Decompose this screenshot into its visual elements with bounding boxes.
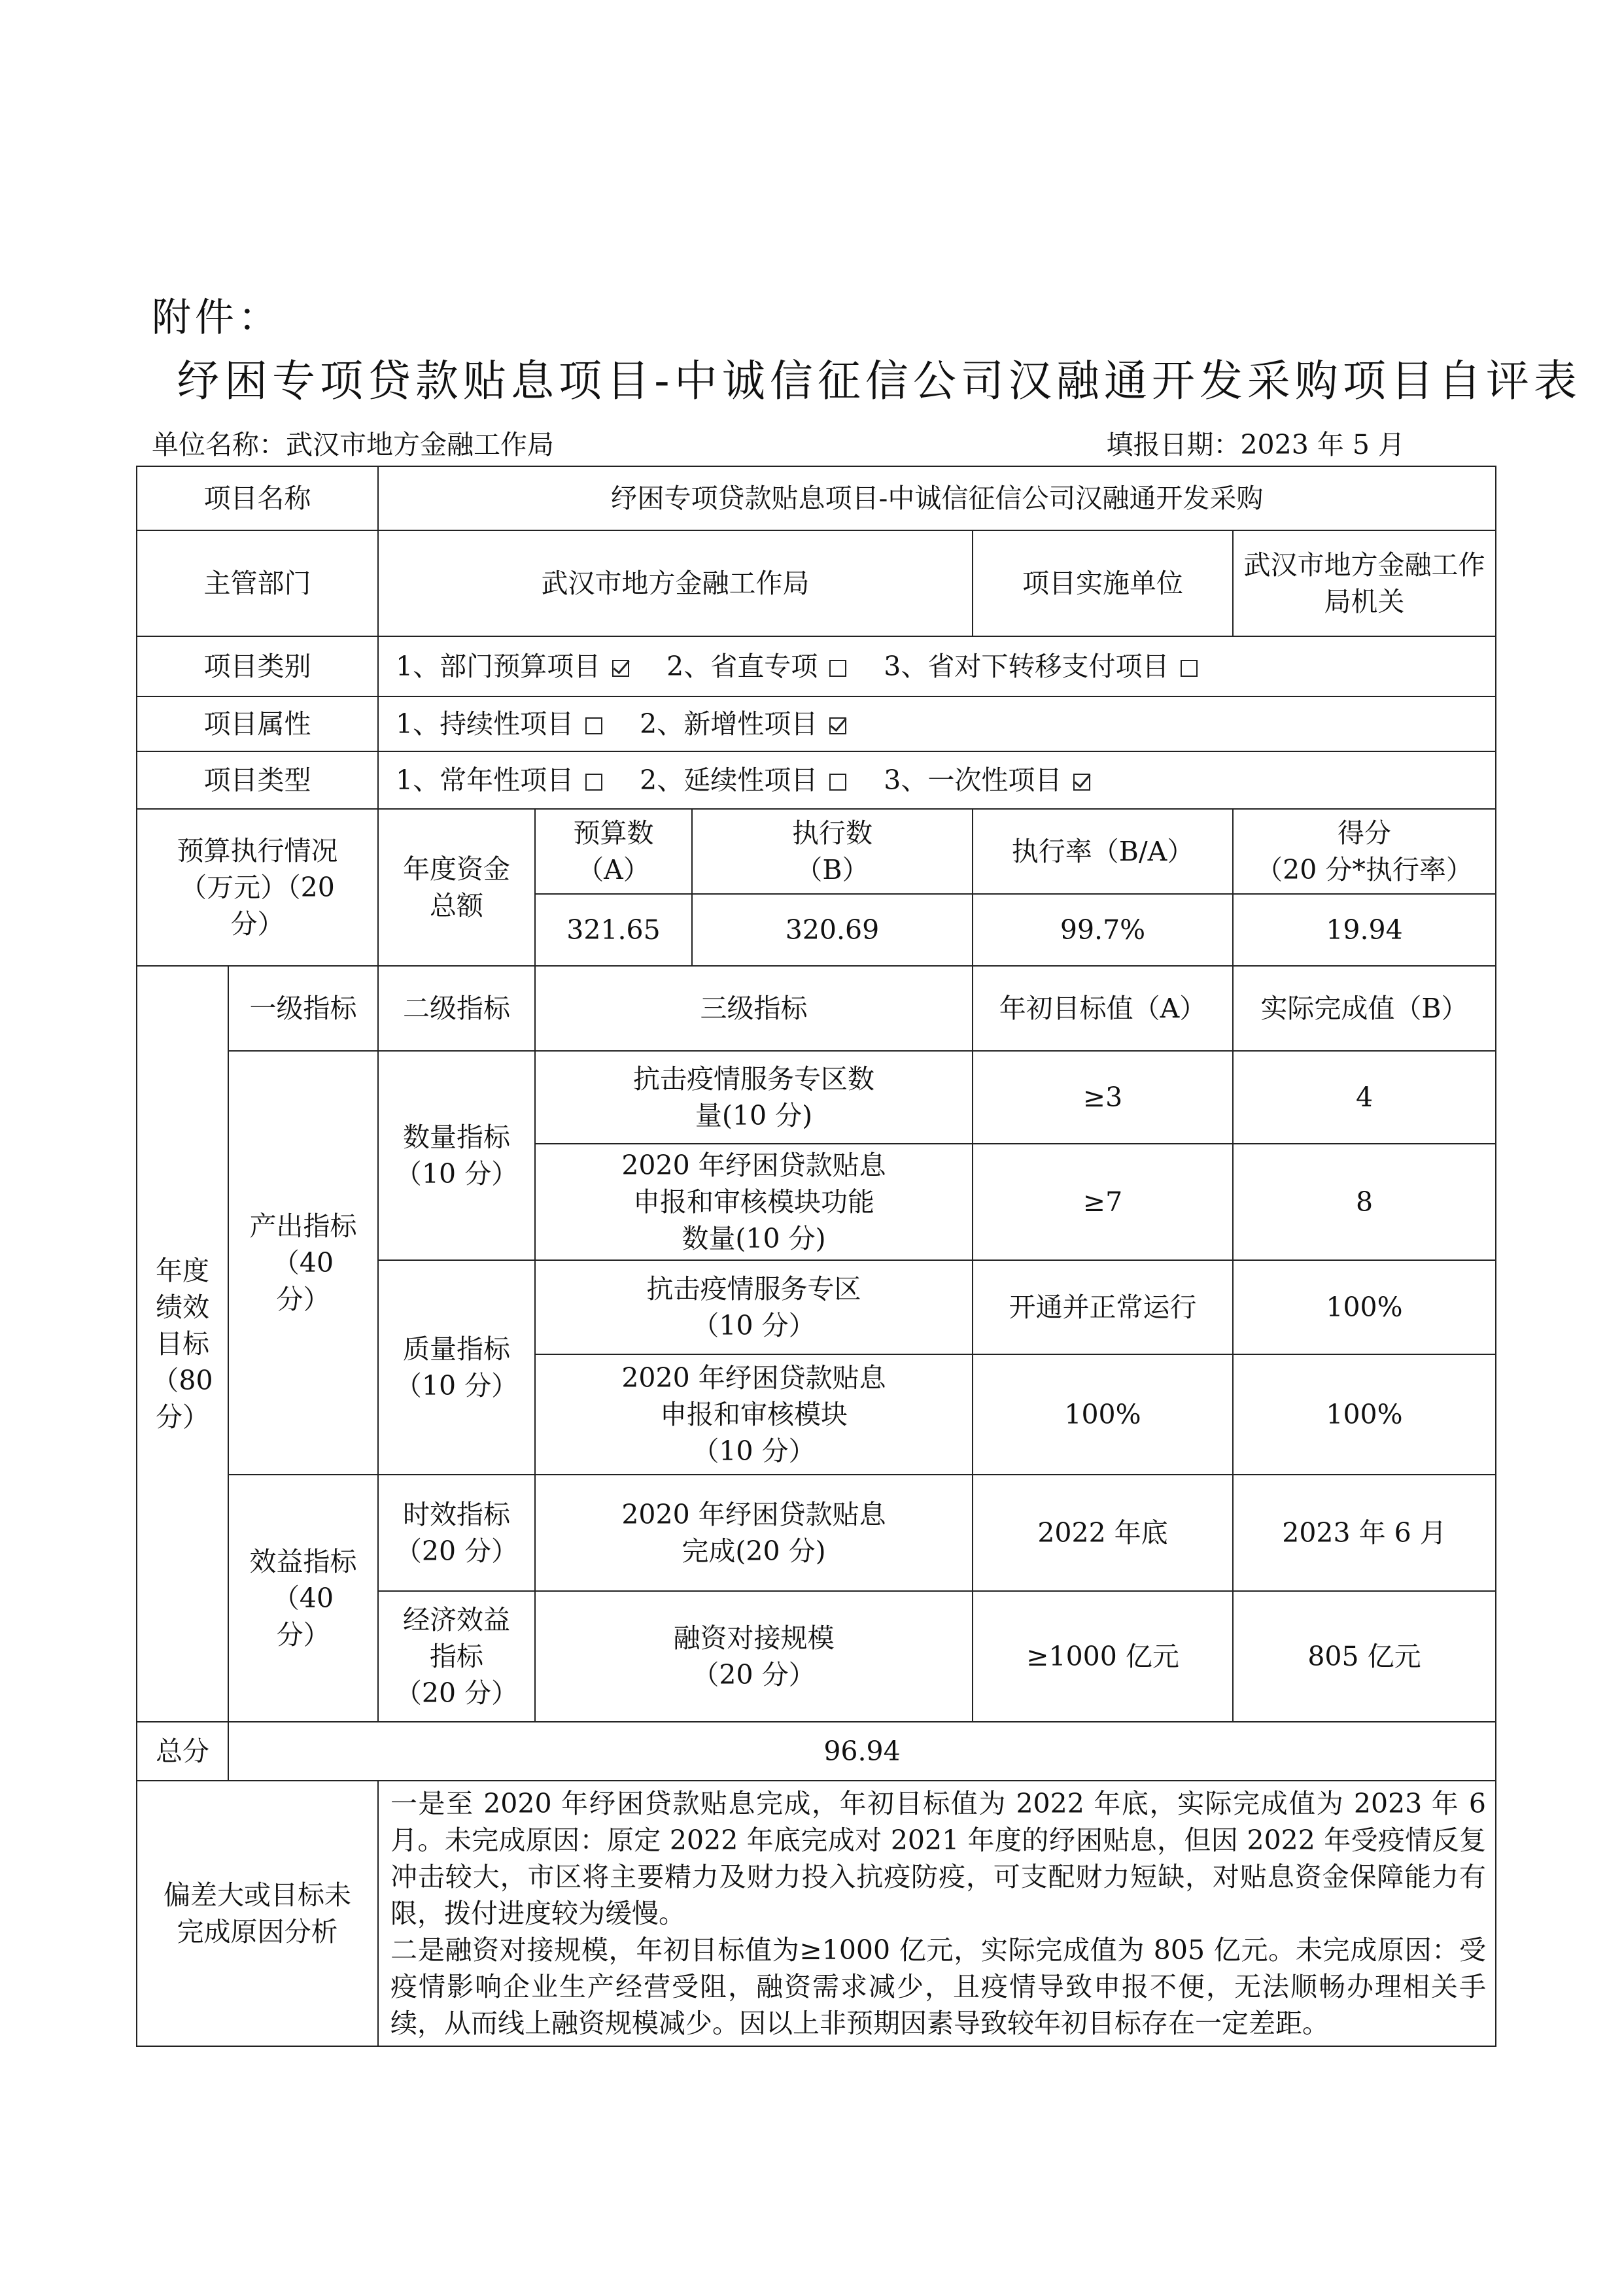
table-row-level3: 融资对接规模 （20 分） xyxy=(535,1591,973,1722)
analysis-label: 偏差大或目标未 完成原因分析 xyxy=(137,1781,378,2046)
type-option[interactable] xyxy=(640,762,846,798)
table-row-level3: 2020 年纾困贷款贴息 完成(20 分) xyxy=(535,1475,973,1591)
attribute-option[interactable] xyxy=(396,706,602,742)
actual-value: 2023 年 6 月 xyxy=(1233,1475,1496,1591)
option-label: 1、部门预算项目 xyxy=(396,651,601,682)
checkbox-icon[interactable] xyxy=(1181,660,1198,677)
analysis-paragraph: 一是至 2020 年纾困贷款贴息完成，年初目标值为 2022 年底，实际完成值为 2023 年 6 月。未完成原因：原定 2022 年底完成对 2021 年度的纾困贴息，但因 2022 年受疫情反复冲击较大，市区将主要精力及财力投入抗疫防疫，可支配财力短缺，对贴息资金保障能力有限，拨付进度较为缓慢。 xyxy=(390,1788,1486,1929)
budget-score-value: 19.94 xyxy=(1233,894,1496,966)
exec-b-value: 320.69 xyxy=(692,894,973,966)
timeliness-indicator: 时效指标 （20 分） xyxy=(378,1475,535,1591)
dept-value: 武汉市地方金融工作局 xyxy=(378,530,973,636)
quantity-indicator: 数量指标 （10 分） xyxy=(378,1051,535,1260)
target-value: 2022 年底 xyxy=(973,1475,1233,1591)
exec-rate-value: 99.7% xyxy=(973,894,1233,966)
category-option[interactable] xyxy=(666,648,846,685)
table-row-level3: 2020 年纾困贷款贴息 申报和审核模块 （10 分） xyxy=(535,1354,973,1475)
table-row-level3: 抗击疫情服务专区数 量(10 分) xyxy=(535,1051,973,1144)
table-row-level3: 抗击疫情服务专区 （10 分） xyxy=(535,1260,973,1354)
impl-label: 项目实施单位 xyxy=(973,530,1233,636)
option-label: 1、持续性项目 xyxy=(396,708,574,740)
evaluation-table xyxy=(136,466,1496,2047)
unit-line xyxy=(152,426,554,463)
target-value: ≥3 xyxy=(973,1051,1233,1144)
budget-a-header: 预算数 （A） xyxy=(535,809,692,894)
type-option[interactable] xyxy=(396,762,602,798)
analysis-paragraph: 二是融资对接规模，年初目标值为≥1000 亿元，实际完成值为 805 亿元。未完成原因：受疫情影响企业生产经营受阻，融资需求减少，且疫情导致申报不便，无法顺畅办理相关手续，从而线上融资规模减少。因以上非预期因素导致较年初目标存在一定差距。 xyxy=(390,1934,1486,2039)
attribute-option[interactable] xyxy=(640,706,846,742)
quality-indicator: 质量指标 （10 分） xyxy=(378,1260,535,1475)
benefit-indicator: 效益指标 （40 分） xyxy=(228,1475,378,1722)
project-name-label: 项目名称 xyxy=(137,466,378,530)
target-value: 开通并正常运行 xyxy=(973,1260,1233,1354)
budget-total-label: 年度资金 总额 xyxy=(378,809,535,966)
performance-section-label: 年度 绩效 目标 （80 分） xyxy=(137,966,228,1722)
header-actual: 实际完成值（B） xyxy=(1233,966,1496,1051)
checkbox-icon[interactable] xyxy=(829,774,846,791)
economic-indicator: 经济效益 指标 （20 分） xyxy=(378,1591,535,1722)
checked-box-icon[interactable] xyxy=(612,660,629,677)
type-option[interactable] xyxy=(884,762,1090,798)
category-option[interactable] xyxy=(396,648,629,685)
impl-value: 武汉市地方金融工作局机关 xyxy=(1233,530,1496,636)
attachment-label: 附件： xyxy=(152,295,281,341)
budget-label: 预算执行情况 （万元）（20 分） xyxy=(137,809,378,966)
actual-value: 100% xyxy=(1233,1354,1496,1475)
target-value: ≥1000 亿元 xyxy=(973,1591,1233,1722)
fill-date-label: 填报日期： xyxy=(1106,429,1241,460)
attribute-label: 项目属性 xyxy=(137,696,378,751)
type-label: 项目类型 xyxy=(137,751,378,809)
header-level2: 二级指标 xyxy=(378,966,535,1051)
option-label: 3、一次性项目 xyxy=(884,764,1062,796)
actual-value: 100% xyxy=(1233,1260,1496,1354)
page-title: 纾困专项贷款贴息项目-中诚信征信公司汉融通开发采购项目自评表 xyxy=(177,356,1581,406)
category-options xyxy=(378,636,1496,696)
option-label: 2、新增性项目 xyxy=(640,708,818,740)
header-level1: 一级指标 xyxy=(228,966,378,1051)
output-indicator: 产出指标 （40 分） xyxy=(228,1051,378,1475)
actual-value: 4 xyxy=(1233,1051,1496,1144)
option-label: 1、常年性项目 xyxy=(396,764,574,796)
analysis-text xyxy=(378,1781,1496,2046)
category-option[interactable] xyxy=(884,648,1198,685)
exec-b-header: 执行数 （B） xyxy=(692,809,973,894)
project-name-value: 纾困专项贷款贴息项目-中诚信征信公司汉融通开发采购 xyxy=(378,466,1496,530)
fill-date-value: 2023 年 5 月 xyxy=(1240,429,1405,460)
target-value: ≥7 xyxy=(973,1144,1233,1260)
table-row-level3: 2020 年纾困贷款贴息 申报和审核模块功能 数量(10 分) xyxy=(535,1144,973,1260)
exec-rate-header: 执行率（B/A） xyxy=(973,809,1233,894)
budget-a-value: 321.65 xyxy=(535,894,692,966)
unit-name: 武汉市地方金融工作局 xyxy=(286,429,554,460)
fill-date-line xyxy=(1106,426,1405,463)
checkbox-icon[interactable] xyxy=(585,774,602,791)
total-value: 96.94 xyxy=(228,1722,1496,1781)
checkbox-icon[interactable] xyxy=(585,717,602,734)
checkbox-icon[interactable] xyxy=(829,660,846,677)
dept-label: 主管部门 xyxy=(137,530,378,636)
header-target: 年初目标值（A） xyxy=(973,966,1233,1051)
total-label: 总分 xyxy=(137,1722,228,1781)
actual-value: 8 xyxy=(1233,1144,1496,1260)
option-label: 2、延续性项目 xyxy=(640,764,818,796)
attribute-options xyxy=(378,696,1496,751)
checked-box-icon[interactable] xyxy=(829,717,846,734)
header-level3: 三级指标 xyxy=(535,966,973,1051)
option-label: 2、省直专项 xyxy=(666,651,818,682)
checked-box-icon[interactable] xyxy=(1073,774,1090,791)
category-label: 项目类别 xyxy=(137,636,378,696)
budget-score-header: 得分 （20 分*执行率） xyxy=(1233,809,1496,894)
option-label: 3、省对下转移支付项目 xyxy=(884,651,1169,682)
type-options xyxy=(378,751,1496,809)
target-value: 100% xyxy=(973,1354,1233,1475)
actual-value: 805 亿元 xyxy=(1233,1591,1496,1722)
unit-label: 单位名称： xyxy=(152,429,286,460)
